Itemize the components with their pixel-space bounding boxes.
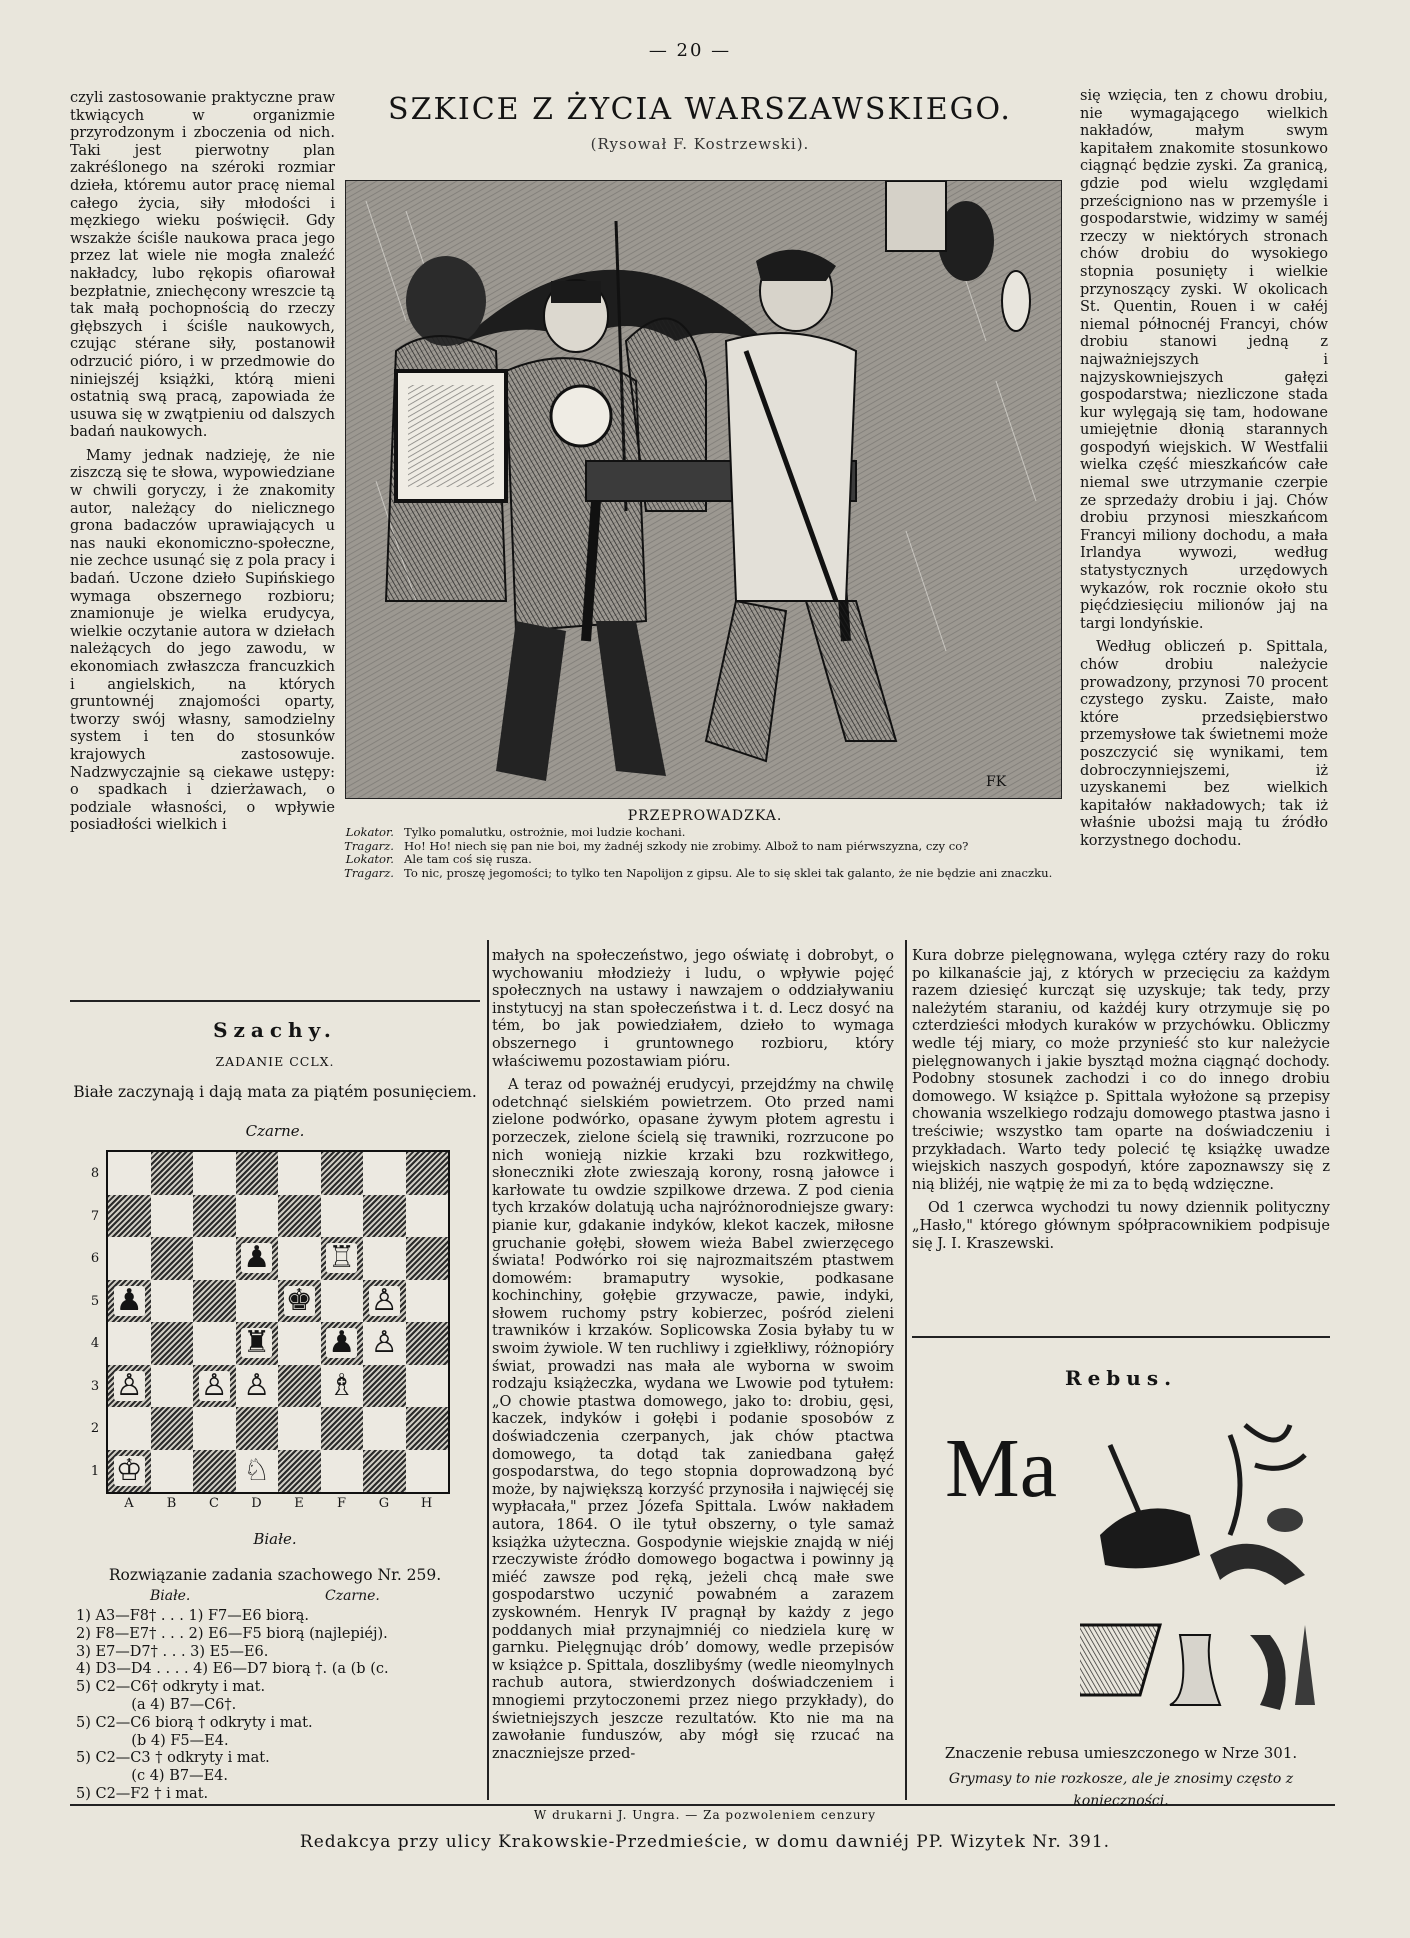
dialogue-speaker: Tragarz.: [344, 838, 394, 853]
chess-square-h7: [406, 1195, 449, 1238]
chess-square-f8: [321, 1152, 364, 1195]
middle-paragraph-1: małych na społeczeństwo, jego oświatę i dobrobyt, o wychowaniu młodzieży i ludu, o wpływie pojęć społecznych na ustawy i nawzajem o oddziaływaniu instytucyj na stan społeczeństwa i t. d. Lecz dosyć na tém, bo jak powiedziałem, dzieło to wymaga obszernego i gruntownego rozbioru, który właściwemu pozostawiam pióru.: [492, 948, 894, 1070]
chess-square-g5: [363, 1280, 406, 1323]
chess-square-c1: [193, 1450, 236, 1493]
middle-column: [492, 948, 894, 1769]
chess-square-c7: [193, 1195, 236, 1238]
chess-square-c3: [193, 1365, 236, 1408]
chess-piece: ♜: [243, 1325, 271, 1361]
chess-square-h8: [406, 1152, 449, 1195]
chess-square-e5: [278, 1280, 321, 1323]
rebus-answer-title: Znaczenie rebusa umieszczonego w Nrze 301.: [944, 1744, 1298, 1762]
chess-square-f4: [321, 1322, 364, 1365]
rank-label: 7: [90, 1208, 100, 1224]
printer-imprint: W drukarni J. Ungra. — Za pozwoleniem cenzury: [533, 1808, 877, 1822]
dialogue-line: [332, 826, 1070, 840]
solution-white-header: Białe.: [150, 1588, 191, 1604]
chess-piece: ♟: [328, 1325, 356, 1361]
rank-label: 2: [90, 1421, 100, 1436]
chess-square-f3: [321, 1365, 364, 1408]
left-paragraph-2: Mamy jednak nadzieję, że nie ziszczą się te słowa, wypowiedziane w chwili goryczy, i że znakomity autor, należący do nielicznego grona badaczów uprawiających u nas nauki ekonomiczno-społeczne, nie zechce usunąć się z pola pracy i badań. Uczone dzieło Supińskiego wymaga obszernego rozbioru; znamionuje je wielka erudycya, wielkie oczytanie autora w dziełach należących do jego zawodu, w ekonomiach zwłaszcza francuzkich i angielskich, na których gruntownéj znajomości oparty, tworzy swój własny, samodzielny system i ten do stosunków krajowych zastosowuje. Nadzwyczajnie są ciekawe ustępy: o spadkach i dzierżawach, o podziale własności, o wpływie posiadłości wielkich i: [70, 447, 335, 834]
solution-move: (c 4) B7—E4.: [76, 1768, 228, 1785]
column-rule: [912, 1336, 1330, 1338]
chess-piece: ♙: [370, 1282, 398, 1318]
rebus-letters: Ma: [945, 1422, 1057, 1515]
chess-piece: ♖: [328, 1240, 356, 1276]
chess-square-b5: [151, 1280, 194, 1323]
solution-move: 2) F8—E7† . . . 2) E6—F5 biorą (najlepiéj).: [76, 1625, 388, 1642]
chess-square-d2: [236, 1407, 279, 1450]
file-label: B: [166, 1496, 177, 1511]
chess-square-a7: [108, 1195, 151, 1238]
chess-black-label: Czarne.: [245, 1122, 305, 1140]
column-divider: [905, 940, 907, 1800]
chess-square-c6: [193, 1237, 236, 1280]
chess-square-a4: [108, 1322, 151, 1365]
chess-square-e4: [278, 1322, 321, 1365]
file-label: F: [336, 1496, 347, 1511]
chess-square-d4: [236, 1322, 279, 1365]
engraving-illustration: [345, 180, 1062, 799]
foot-icon: [1170, 1635, 1220, 1705]
chess-piece: ♟: [243, 1240, 271, 1276]
chess-square-f1: [321, 1450, 364, 1493]
chess-piece: ♟: [115, 1282, 143, 1318]
left-column: [70, 90, 335, 841]
chess-square-b7: [151, 1195, 194, 1238]
section-subtitle: (Rysował F. Kostrzewski).: [590, 135, 810, 153]
solution-black-header: Czarne.: [325, 1588, 380, 1604]
chess-square-h1: [406, 1450, 449, 1493]
chess-square-g7: [363, 1195, 406, 1238]
chess-square-d3: [236, 1365, 279, 1408]
chess-square-e3: [278, 1365, 321, 1408]
rank-label: 8: [90, 1166, 100, 1181]
illustration-caption: PRZEPROWADZKA.: [627, 808, 783, 824]
solution-move: 5) C2—F2 † i mat.: [76, 1785, 209, 1802]
chess-square-g3: [363, 1365, 406, 1408]
dialogue-line: [332, 853, 1070, 867]
chess-square-e8: [278, 1152, 321, 1195]
mid-right-paragraph-2: Od 1 czerwca wychodzi tu nowy dziennik polityczny „Hasło," którego głównym spółpracownikiem podpisuje się J. I. Kraszewski.: [912, 1200, 1330, 1252]
chess-square-b2: [151, 1407, 194, 1450]
chess-square-e1: [278, 1450, 321, 1493]
chess-square-d7: [236, 1195, 279, 1238]
dialogue-text: Ho! Ho! niech się pan nie boi, my żadnéj szkody nie zrobimy. Albož to nam piérwszyzna, czy co?: [404, 838, 969, 853]
file-label: A: [124, 1496, 134, 1511]
chess-piece: ♚: [285, 1282, 313, 1318]
rebus-picture: [1080, 1405, 1320, 1735]
chess-board: [106, 1150, 450, 1494]
solution-moves: [76, 1608, 486, 1804]
chess-square-d6: [236, 1237, 279, 1280]
dialogue-text: Ale tam coś się rusza.: [404, 852, 532, 867]
plaster-bust: [1002, 271, 1030, 331]
chess-square-f7: [321, 1195, 364, 1238]
mid-right-column: [912, 948, 1330, 1259]
spindle-icon: [1295, 1625, 1315, 1705]
chess-square-h6: [406, 1237, 449, 1280]
file-label: H: [420, 1496, 433, 1511]
chess-piece: ♘: [243, 1452, 271, 1488]
chess-square-b1: [151, 1450, 194, 1493]
chess-square-f6: [321, 1237, 364, 1280]
section-title: SZKICE Z ŻYCIA WARSZAWSKIEGO.: [388, 92, 1012, 127]
solution-move: 4) D3—D4 . . . . 4) E6—D7 biorą †. (a (b (c.: [76, 1661, 389, 1678]
chess-square-f5: [321, 1280, 364, 1323]
rebus-title: Rebus.: [1064, 1366, 1178, 1390]
chess-square-g8: [363, 1152, 406, 1195]
chess-square-a5: [108, 1280, 151, 1323]
chess-square-b6: [151, 1237, 194, 1280]
chess-square-a1: [108, 1450, 151, 1493]
leaf-icon: [1267, 1508, 1303, 1532]
chess-piece: ♔: [115, 1452, 143, 1488]
solution-move: 3) E7—D7† . . . 3) E5—E6.: [76, 1643, 269, 1660]
file-label: C: [209, 1496, 219, 1511]
dialogue-speaker: Tragarz.: [344, 865, 394, 880]
left-paragraph-1: czyli zastosowanie praktyczne praw tkwiących w organizmie przyrodzonym i zboczenia od nich. Taki jest pierwotny plan zakréślonego na széroki rozmiar dzieła, któremu autor pracę niemal całego życia, siły młodości i męzkiego wieku poświęcił. Gdy wszakże ściśle naukowa praca jego przez lat wiele nie mogła znaleźć nakładcy, lubo rękopis ofiarował bezpłatnie, zniechęcony wreszcie tą tak małą pochopnością do rzeczy głębszych i ściśle naukowych, czując stérane siły, postanowił odrzucić pióro, i w przedmowie do niniejszéj książki, którą mieni ostatnią swą pracą, zapowiada że usuwa się w zwątpieniu od dalszych badań naukowych.: [70, 90, 335, 441]
dialogue-line: [332, 840, 1070, 854]
chess-square-b4: [151, 1322, 194, 1365]
chess-square-d5: [236, 1280, 279, 1323]
solution-move: (a 4) B7—C6†.: [76, 1696, 237, 1713]
middle-paragraph-2: A teraz od poważnéj erudycyi, przejdźmy na chwilę odetchnąć sielskiém powietrzem. Oto przed nami zielone podwórko, opasane żywym płotem agrestu i porzeczek, zielone ścielą się trawniki, rozrzucone po nich wonieją nizkie krzaki bzu rozkwitłego, słoneczniki złote zwieszają korony, rosną jałowce i karłowate tu owdzie szpilkowe drzewa. Z pod cienia tych krzaków dolatują ucha najróżnorodniejsze gwary: pianie kur, gdakanie indyków, klekot kaczek, miłosne gruchanie gołębi, słowem wieża Babel zwierzęcego świata! Podwórko roi się najrozmaitszém ptastwem domowém: bramaputry wysokie, podkasane kochinchiny, gołębie grzywacze, pawie, indyki, słowem ruchomy pstry kobierzec, pośród zieleni trawników i krzaków. Soplicowska Zosia byłaby tu w swoim żywiole. W ten ruchliwy i zgiełkliwy, różnopióry świat, prowadzi nas mała ale wyborna w swoim rodzaju książeczka, wydana we Lwowie pod tytułem: „O chowie ptastwa domowego, jako to: drobiu, gęsi, kaczek, indyków i gołębi i podanie sposobów z doświadczenia czerpanych, jak chów ptactwa domowego, ta dotąd tak zaniedbana gałęź gospodarstwa, do tego stopnia doprowadzoną być może, by największą korzyść przynosiła i najwięcéj się wypłacała," przez Józefa Spittala. Lwów nakładem autora, 1864. O ile tytuł obszerny, o tyle samaż książka użyteczna. Gospodynie wiejskie znajdą w niéj rzeczywiste źródło domowego bogactwa i powinny ją miéć zawsze pod ręką, jeżeli chcą małe swe gospodarstwo uczynić powabném a zarazem zyskowném. Henryk IV pragnął by każdy z jego poddanych miał przynajmniéj co niedziela kurę w garnku. Pielęgnując dróbʼ domowy, wedle przepisów w książce p. Spittala, doszlibyśmy (wedle nieomylnych rachub autora, stwierdzonych doświadczeniem i mnogiemi przytoczonemi przez niego przykłady), do świetniejszych jeszcze rezultatów. Kto nie ma na zawołanie funduszów, aby mógł się rzucać na znaczniejsze przed-: [492, 1077, 894, 1762]
dialogue-text: To nic, proszę jegomości; to tylko ten Napolijon z gipsu. Ale to się sklei tak galanto, że nie będzie ani znaczku.: [404, 865, 1053, 880]
column-divider: [487, 940, 489, 1800]
solution-move: 5) C2—C6 biorą † odkryty i mat.: [76, 1714, 313, 1731]
chess-square-e2: [278, 1407, 321, 1450]
chess-square-h2: [406, 1407, 449, 1450]
right-paragraph-2: Według obliczeń p. Spittala, chów drobiu należycie prowadzony, przynosi 70 procent czystego zysku. Zaiste, mało które przedsiębierstwo przemysłowe tak świetnemi może poszczycić się wynikami, tem dobroczynniejszemi, iż uzyskanemi bez wielkich kapitałów nakładowych; tak iż właśnie ubożsi mają tu źródło korzystnego dochodu.: [1080, 639, 1328, 849]
chess-square-g1: [363, 1450, 406, 1493]
chess-square-d8: [236, 1152, 279, 1195]
solution-move: 5) C2—C6† odkryty i mat.: [76, 1679, 266, 1696]
chess-piece: ♙: [115, 1367, 143, 1403]
rebus-answer-text: Grymasy to nie rozkosze, ale je znosimy często z konieczności.: [948, 1771, 1294, 1809]
chess-piece: ♙: [370, 1325, 398, 1361]
page-number: — 20 —: [648, 40, 732, 61]
dialogue-speaker: Lokator.: [345, 852, 394, 867]
chess-solution-title: Rozwiązanie zadania szachowego Nr. 259.: [108, 1566, 442, 1584]
dialogue-speaker: Lokator.: [345, 825, 394, 839]
chess-square-b8: [151, 1152, 194, 1195]
chess-square-d1: [236, 1450, 279, 1493]
chess-square-g4: [363, 1322, 406, 1365]
file-label: D: [251, 1496, 262, 1511]
right-paragraph-1: się wzięcia, ten z chowu drobiu, nie wymagającego wielkich nakładów, małym swym kapitałem znakomite stosunkowo ciągnąć będzie zyski. Za granicą, gdzie pod wielu względami prześcigniono nas w przemyśle i gospodarstwie, widzimy w saméj rzeczy w niektórych stronach chów drobiu do wysokiego stopnia posunięty i wielkie przynoszący zyski. W okolicach St. Quentin, Rouen i w całéj niemal północnéj Francyi, chów drobiu stanowi jedną z najważniejszych i najzyskowniejszych gałęzi gospodarstwa; niezliczone stada kur wylęgają się tam, hodowane umiejętnie dłonią starannych gospodyń wiejskich. W Westfalii wielka część mieszkańców całe niemal swe utrzymanie czerpie ze sprzedaży drobiu i jaj. Chów drobiu przynosi mieszkańcom Francyi miliony dochodu, a mała Irlandya wywozi, według statystycznych urzędowych wykazów, rok rocznie około stu pięćdziesięciu milionów jaj na targi londyńskie.: [1080, 88, 1328, 632]
chess-square-e6: [278, 1237, 321, 1280]
editorial-address: Redakcya przy ulicy Krakowskie-Przedmieście, w domu dawniéj PP. Wizytek Nr. 391.: [299, 1832, 1111, 1852]
chess-square-g2: [363, 1407, 406, 1450]
chess-title: Szachy.: [213, 1018, 337, 1042]
file-label: G: [378, 1496, 390, 1511]
chess-task-number: ZADANIE CCLX.: [215, 1054, 335, 1069]
solution-move: 5) C2—C3 † odkryty i mat.: [76, 1750, 270, 1767]
chess-square-e7: [278, 1195, 321, 1238]
chess-square-a3: [108, 1365, 151, 1408]
chess-square-c2: [193, 1407, 236, 1450]
chess-square-b3: [151, 1365, 194, 1408]
chess-white-label: Białe.: [253, 1530, 297, 1548]
solution-move: (b 4) F5—E4.: [76, 1732, 229, 1749]
chess-square-h5: [406, 1280, 449, 1323]
shovel-icon: [1100, 1508, 1200, 1568]
rank-label: 5: [90, 1293, 100, 1309]
chess-piece: ♙: [243, 1367, 271, 1403]
rank-label: 6: [90, 1251, 100, 1266]
mid-right-paragraph-1: Kura dobrze pielęgnowana, wylęga cztéry razy do roku po kilkanaście jaj, z których w przecięciu za każdym razem dziesięć kurcząt się uzyskuje; tak tedy, przy należytém staraniu, od każdéj kury otrzymuje się po czterdzieści młodych kuraków w przychówku. Obliczmy wedle téj miary, co może przynieść sto kur należycie pielęgnowanych i jakie bysztąd można ciągnąć dochody. Podobny stosunek zachodzi i co do innego drobiu domowego. W książce p. Spittala wyłożone są przepisy chowania wszelkiego rodzaju domowego ptastwa jasno i treściwie; wszystko tam oparte na doświadczeniu i przykładach. Warto tedy polecić tę książkę uwadze wiejskich naszych gospodyń, które zapoznawszy się z nią bliżéj, nie wątpię że mi za to będą wdzięczne.: [912, 948, 1330, 1193]
file-label: E: [294, 1496, 304, 1511]
column-rule: [70, 1000, 480, 1002]
horn-icon: [1210, 1544, 1305, 1585]
artist-signature: FK: [986, 774, 1007, 790]
hoof-icon: [1250, 1635, 1286, 1710]
chess-piece: ♙: [200, 1367, 228, 1403]
dialogue-text: Tylko pomalutku, ostrożnie, moi ludzie kochani.: [404, 825, 686, 839]
moving-scene-drawing: [346, 181, 1061, 798]
solution-move: 1) A3—F8† . . . 1) F7—E6 biorą.: [76, 1608, 310, 1624]
cart-icon: [1080, 1625, 1160, 1695]
wall-clock: [551, 386, 611, 446]
chess-square-h4: [406, 1322, 449, 1365]
chess-instruction: Białe zaczynają i dają mata za piątém posunięciem.: [73, 1083, 477, 1101]
dialogue-line: [332, 867, 1070, 881]
right-column: [1080, 88, 1328, 857]
chess-square-c4: [193, 1322, 236, 1365]
chess-square-f2: [321, 1407, 364, 1450]
chess-square-a2: [108, 1407, 151, 1450]
rank-label: 4: [90, 1336, 100, 1351]
chess-square-a6: [108, 1237, 151, 1280]
chess-piece: ♗: [328, 1367, 356, 1403]
chess-square-c5: [193, 1280, 236, 1323]
caption-dialogue: [332, 826, 1070, 880]
chess-square-g6: [363, 1237, 406, 1280]
rank-label: 3: [90, 1378, 100, 1394]
chess-square-c8: [193, 1152, 236, 1195]
chess-square-h3: [406, 1365, 449, 1408]
chess-square-a8: [108, 1152, 151, 1195]
rank-label: 1: [90, 1463, 100, 1479]
